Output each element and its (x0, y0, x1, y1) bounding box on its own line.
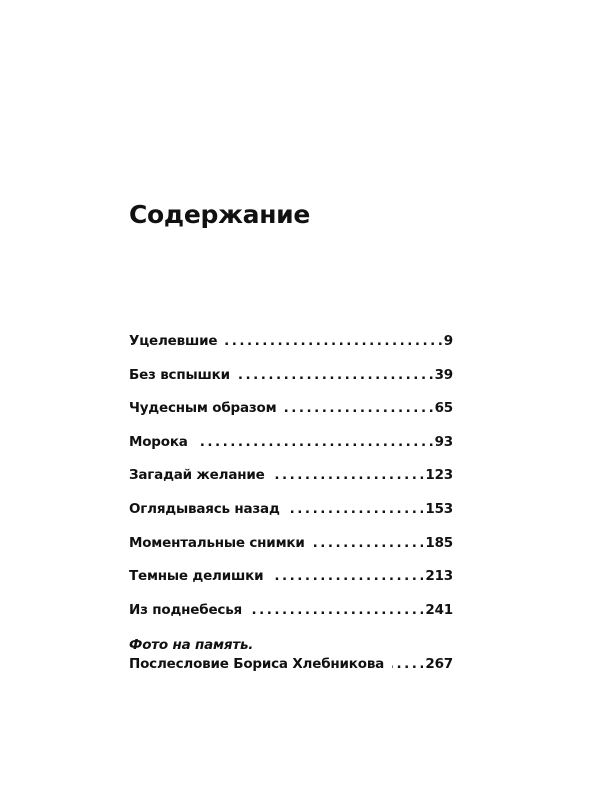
toc-entry (129, 602, 453, 636)
dot-leader (271, 568, 423, 584)
toc-entry-afterword (129, 637, 453, 672)
toc-entry (129, 501, 453, 535)
toc-entry-label: Чудесным образом (129, 400, 277, 417)
toc-entry-page: 241 (425, 601, 453, 618)
toc-entry-label: Без вспышки (129, 366, 230, 383)
dot-leader (288, 501, 424, 517)
toc-entry-page: 123 (425, 467, 453, 484)
toc-entry-page: 9 (443, 333, 453, 349)
toc-entry-page: 185 (425, 534, 453, 551)
dot-leader (225, 333, 441, 349)
afterword-subtitle: Послесловие Бориса Хлебникова (129, 656, 385, 673)
toc-entry-label: Уцелевшие (129, 333, 218, 349)
toc-entry (129, 367, 453, 401)
dot-leader (313, 535, 424, 551)
toc-entry-page: 65 (434, 400, 453, 417)
toc-entry-page: 213 (425, 568, 453, 585)
dot-leader (196, 434, 433, 450)
dot-leader (284, 400, 432, 416)
dot-leader (273, 467, 424, 483)
toc-entry-page: 153 (425, 500, 453, 517)
toc-entry-label: Загадай желание (129, 467, 265, 484)
toc-entry-label: Темные делишки (129, 568, 264, 585)
dot-leader (238, 367, 433, 383)
toc-entry (129, 333, 453, 367)
dot-leader (250, 602, 423, 618)
toc-entry (129, 467, 453, 501)
toc-entry (129, 434, 453, 468)
dot-leader (392, 656, 423, 672)
toc-entry (129, 535, 453, 569)
toc-entry-page: 93 (434, 433, 453, 450)
toc-entry-label: Морока (129, 433, 188, 450)
toc-entry (129, 400, 453, 434)
toc-entry-label: Из поднебесья (129, 601, 243, 618)
toc-list (129, 333, 453, 672)
afterword-line (129, 656, 453, 672)
toc-entry-label: Оглядываясь назад (129, 500, 280, 517)
toc-entry-page: 39 (434, 366, 453, 383)
afterword-title: Фото на память. (129, 637, 254, 654)
toc-entry-label: Моментальные снимки (129, 534, 305, 551)
toc-entry (129, 568, 453, 602)
toc-title: Содержание (129, 200, 311, 229)
afterword-page: 267 (425, 656, 453, 673)
